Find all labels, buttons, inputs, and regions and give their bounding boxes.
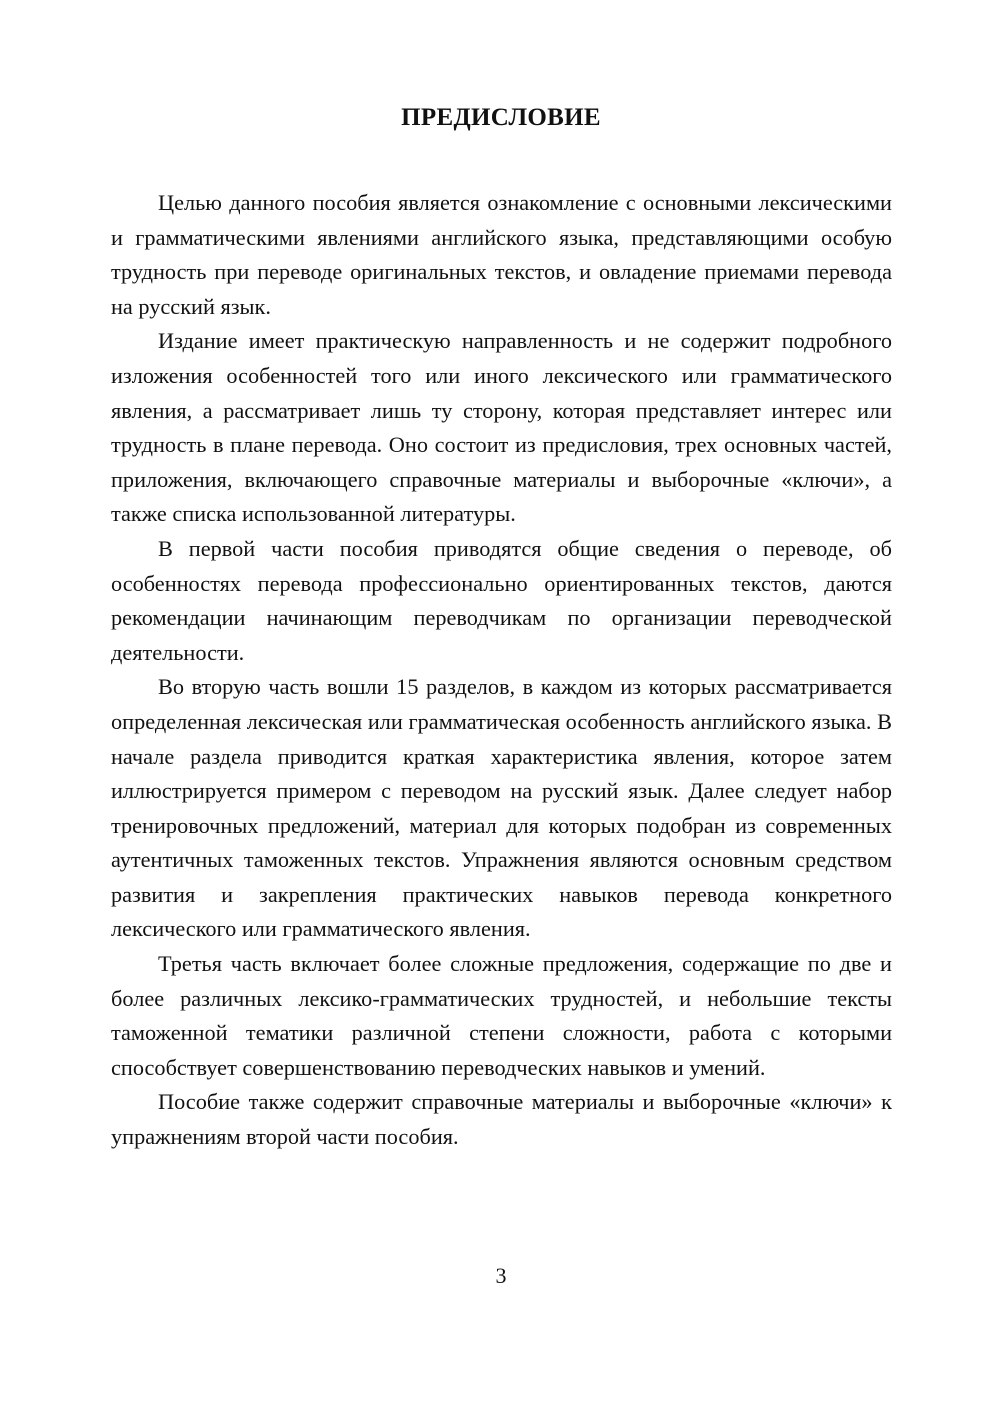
paragraph-part-two: Во вторую часть вошли 15 разделов, в каждом из которых рассматривается определенная лексическая или грамматическая особенность английского языка. В начале раздела приводится краткая характеристика явления, которое затем иллюстрируется примером с переводом на русский язык. Далее следует набор тренировочных предложений, материал для которых подобран из современных аутентичных таможенных текстов. Упражнения являются основным средством развития и закрепления практических навыков перевода конкретного лексического или грамматического явления. xyxy=(111,674,892,942)
paragraph-part-three: Третья часть включает более сложные предложения, содержащие по две и более различных лексико-грамматических трудностей, и небольшие тексты таможенной тематики различной степени сложности, работа с которыми способствует совершенствованию переводческих навыков и умений. xyxy=(111,951,892,1080)
body-text xyxy=(111,186,892,1155)
page-title: ПРЕДИСЛОВИЕ xyxy=(401,104,601,131)
paragraph-appendix: Пособие также содержит справочные материалы и выборочные «ключи» к упражнениям второй части пособия. xyxy=(111,1089,892,1150)
paragraph-purpose: Целью данного пособия является ознакомление с основными лексическими и грамматическими явлениями английского языка, представляющими особую трудность при переводе оригинальных текстов, и овладение приемами перевода на русский язык. xyxy=(111,190,892,319)
paragraph-part-one: В первой части пособия приводятся общие сведения о переводе, об особенностях перевода профессионально ориентированных текстов, даются рекомендации начинающим переводчикам по организации переводческой деятельности. xyxy=(111,535,892,665)
paragraph-structure: Издание имеет практическую направленность и не содержит подробного изложения особенностей того или иного лексического или грамматического явления, а рассматривает лишь ту сторону, которая представляет интерес или трудность в плане перевода. Оно состоит из предисловия, трех основных частей, приложения, включающего справочные материалы и выборочные «ключи», а также списка использованной литературы. xyxy=(111,328,892,527)
page-number: 3 xyxy=(495,1263,507,1288)
